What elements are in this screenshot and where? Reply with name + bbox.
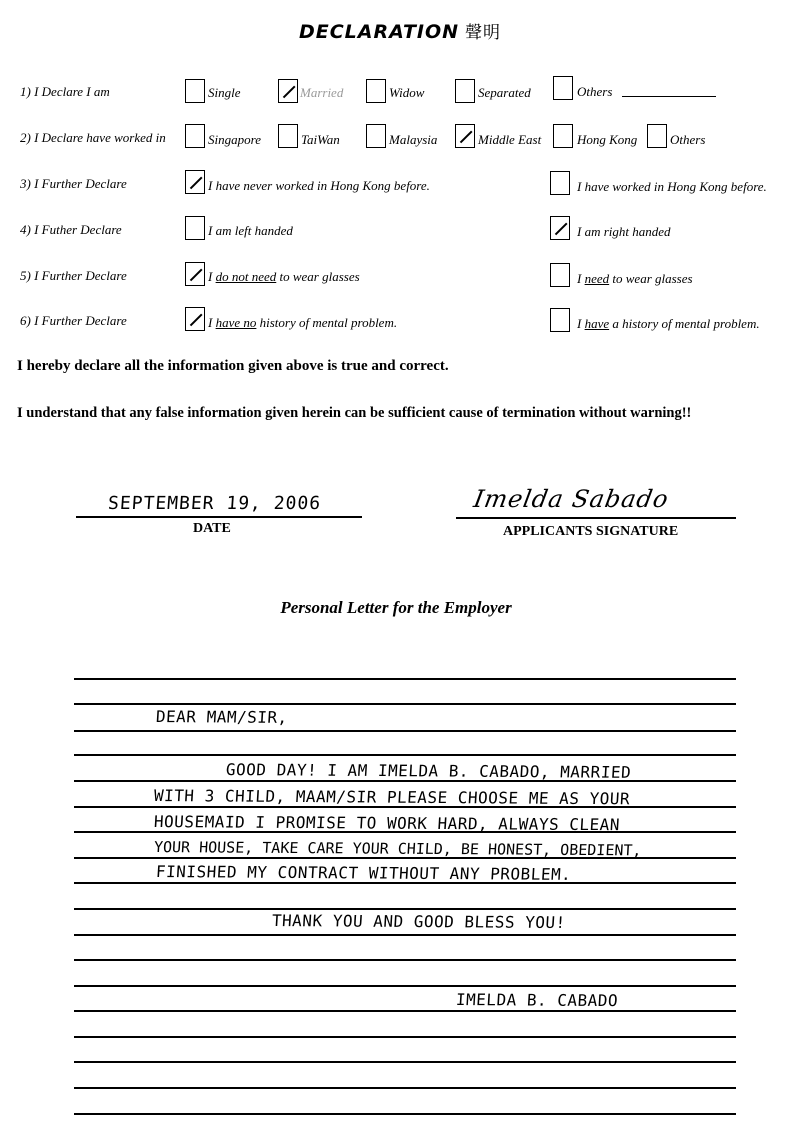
option-no-glasses bbox=[208, 269, 360, 285]
ruled-line bbox=[74, 1087, 736, 1089]
checkbox-separated[interactable] bbox=[455, 79, 475, 103]
checkbox-widow[interactable] bbox=[366, 79, 386, 103]
row-3-label: 3) I Further Declare bbox=[20, 176, 127, 191]
checkbox-married[interactable] bbox=[278, 79, 298, 103]
option-singapore: Singapore bbox=[208, 132, 261, 147]
option-taiwan: TaiWan bbox=[301, 132, 340, 147]
letter-line-closing: THANK YOU AND GOOD BLESS YOU! bbox=[271, 911, 567, 933]
row-1-label: 1) I Declare I am bbox=[20, 84, 110, 99]
checkbox-single[interactable] bbox=[185, 79, 205, 103]
letter-line-4: YOUR HOUSE, TAKE CARE YOUR CHILD, BE HONEST, OBEDIENT, bbox=[153, 838, 643, 860]
option-mental-history-emph: have bbox=[584, 316, 610, 331]
row-6-label: 6) I Further Declare bbox=[20, 313, 127, 328]
option-mental-history-pre: I bbox=[577, 316, 585, 331]
signature-line[interactable] bbox=[456, 517, 736, 519]
checkbox-taiwan[interactable] bbox=[278, 124, 298, 148]
option-single: Single bbox=[208, 85, 241, 100]
option-never-worked-hk: I have never worked in Hong Kong before. bbox=[208, 178, 430, 193]
option-right-handed: I am right handed bbox=[577, 224, 671, 239]
option-no-glasses-pre: I bbox=[208, 269, 216, 284]
option-no-mental-history bbox=[208, 315, 397, 331]
option-widow: Widow bbox=[389, 85, 425, 100]
ruled-line bbox=[74, 1036, 736, 1038]
row-2-label: 2) I Declare have worked in bbox=[20, 130, 166, 145]
ruled-line bbox=[74, 678, 736, 680]
ruled-line bbox=[74, 934, 736, 936]
ruled-line bbox=[74, 754, 736, 756]
checkbox-others-status[interactable] bbox=[553, 76, 573, 100]
ruled-line bbox=[74, 908, 736, 910]
option-malaysia: Malaysia bbox=[389, 132, 438, 147]
checkbox-worked-hk[interactable] bbox=[550, 171, 570, 195]
checkbox-malaysia[interactable] bbox=[366, 124, 386, 148]
option-others-status: Others bbox=[577, 84, 613, 99]
ruled-line bbox=[74, 703, 736, 705]
form-title-text: DECLARATION bbox=[298, 21, 460, 43]
ruled-line bbox=[74, 985, 736, 987]
signature-label: APPLICANTS SIGNATURE bbox=[503, 524, 679, 539]
option-needs-glasses bbox=[577, 271, 693, 287]
option-needs-glasses-pre: I bbox=[577, 271, 585, 286]
option-mental-history bbox=[577, 316, 760, 332]
option-no-glasses-emph: do not need bbox=[215, 269, 277, 284]
option-middle-east: Middle East bbox=[478, 132, 542, 147]
option-no-glasses-post: to wear glasses bbox=[276, 269, 360, 284]
ruled-line bbox=[74, 1061, 736, 1063]
checkbox-no-glasses[interactable] bbox=[185, 262, 205, 286]
checkbox-no-mental-history[interactable] bbox=[185, 307, 205, 331]
option-hong-kong: Hong Kong bbox=[577, 132, 638, 147]
checkbox-left-handed[interactable] bbox=[185, 216, 205, 240]
option-worked-hk: I have worked in Hong Kong before. bbox=[577, 179, 767, 194]
letter-line-1: GOOD DAY! I AM IMELDA B. CABADO, MARRIED bbox=[225, 760, 632, 782]
ruled-line bbox=[74, 1113, 736, 1115]
option-mental-history-post: a history of mental problem. bbox=[609, 316, 760, 331]
others-fill-line[interactable] bbox=[622, 96, 716, 97]
declaration-false-info-warning: I understand that any false information given herein can be sufficient cause of termination without warning!! bbox=[17, 405, 692, 421]
checkbox-hong-kong[interactable] bbox=[553, 124, 573, 148]
option-needs-glasses-post: to wear glasses bbox=[609, 271, 693, 286]
declaration-true-correct: I hereby declare all the information given above is true and correct. bbox=[17, 358, 449, 374]
checkbox-middle-east[interactable] bbox=[455, 124, 475, 148]
form-title-cjk: 聲明 bbox=[465, 23, 502, 43]
applicant-signature: Imelda Sabado bbox=[471, 485, 672, 513]
option-needs-glasses-emph: need bbox=[584, 271, 610, 286]
checkbox-others-country[interactable] bbox=[647, 124, 667, 148]
option-separated: Separated bbox=[478, 85, 531, 100]
row-4-label: 4) I Futher Declare bbox=[20, 222, 122, 237]
letter-title: Personal Letter for the Employer bbox=[280, 598, 512, 617]
date-line[interactable] bbox=[76, 516, 362, 518]
row-5-label: 5) I Further Declare bbox=[20, 268, 127, 283]
checkbox-singapore[interactable] bbox=[185, 124, 205, 148]
option-left-handed: I am left handed bbox=[208, 223, 293, 238]
form-title bbox=[0, 18, 800, 43]
letter-line-5: FINISHED MY CONTRACT WITHOUT ANY PROBLEM. bbox=[155, 862, 572, 884]
checkbox-needs-glasses[interactable] bbox=[550, 263, 570, 287]
checkbox-right-handed[interactable] bbox=[550, 216, 570, 240]
option-no-mental-history-pre: I bbox=[208, 315, 216, 330]
option-no-mental-history-emph: have no bbox=[215, 315, 257, 330]
letter-line-3: HOUSEMAID I PROMISE TO WORK HARD, ALWAYS CLEAN bbox=[153, 812, 621, 835]
date-label: DATE bbox=[193, 521, 231, 536]
option-others-country: Others bbox=[670, 132, 706, 147]
option-no-mental-history-post: history of mental problem. bbox=[256, 315, 398, 330]
option-married: Married bbox=[300, 85, 344, 100]
letter-line-signoff: IMELDA B. CABADO bbox=[455, 990, 619, 1011]
letter-line-2: WITH 3 CHILD, MAAM/SIR PLEASE CHOOSE ME AS YOUR bbox=[153, 786, 631, 809]
ruled-line bbox=[74, 959, 736, 961]
checkbox-mental-history[interactable] bbox=[550, 308, 570, 332]
date-value: SEPTEMBER 19, 2006 bbox=[107, 493, 322, 514]
ruled-line bbox=[74, 1010, 736, 1012]
checkbox-never-worked-hk[interactable] bbox=[185, 170, 205, 194]
ruled-line bbox=[74, 780, 736, 782]
ruled-line bbox=[74, 730, 736, 732]
letter-line-salutation: DEAR MAM/SIR, bbox=[155, 707, 289, 727]
